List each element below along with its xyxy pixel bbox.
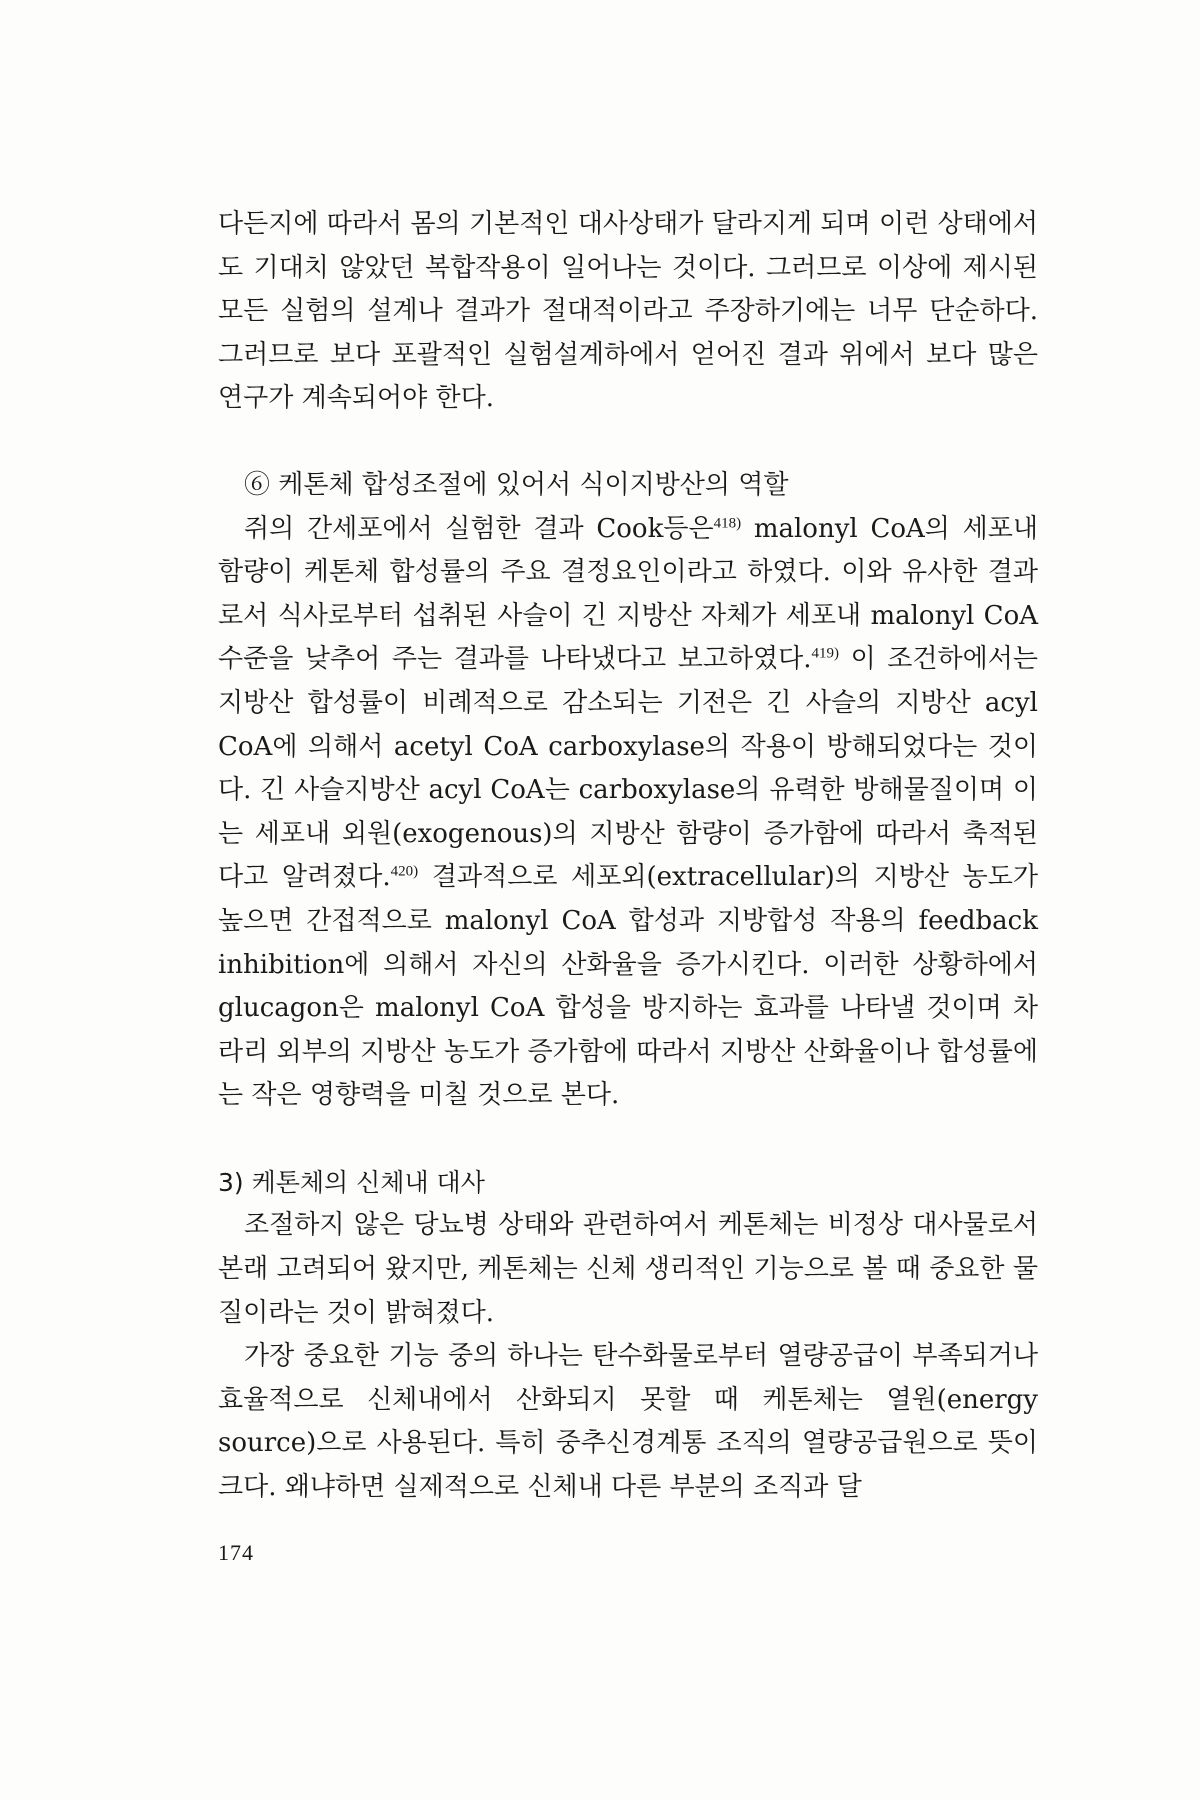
section-6-text-c: 이 조건하에서는 지방산 합성률이 비례적으로 감소되는 기전은 긴 사슬의 지방산 acyl CoA에 의해서 acetyl CoA carboxylase의 작용이 방해되었다는 것이다. 긴 사슬지방산 acyl CoA는 carboxylase의 유력한 방해물질이며 이는 세포내 외원(exogenous)의 지방산 함량이 증가함에 따라서 축적된다고 알려졌다. bbox=[218, 644, 1038, 893]
citation-419: 419) bbox=[811, 645, 840, 662]
section-6-paragraph bbox=[218, 508, 1038, 1118]
section-3-paragraph-2: 가장 중요한 기능 중의 하나는 탄수화물로부터 열량공급이 부족되거나 효율적으로 신체내에서 산화되지 못할 때 케톤체는 열원(energy source)으로 사용된다. 특히 중추신경계통 조직의 열량공급원으로 뜻이 크다. 왜냐하면 실제적으로 신체내 다른 부분의 조직과 달 bbox=[218, 1341, 1038, 1503]
section-gap bbox=[218, 1118, 1038, 1161]
section-heading-6: ⑥ 케톤체 합성조절에 있어서 식이지방산의 역할 bbox=[244, 469, 789, 500]
section-3-paragraph-1: 조절하지 않은 당뇨병 상태와 관련하여서 케톤체는 비정상 대사물로서 본래 고려되어 왔지만, 케톤체는 신체 생리적인 기능으로 볼 때 중요한 물질이라는 것이 밝혀졌다. bbox=[218, 1210, 1038, 1328]
citation-418: 418) bbox=[713, 514, 742, 531]
page-number: 174 bbox=[218, 1540, 254, 1565]
section-heading-3: 3) 케톤체의 신체내 대사 bbox=[218, 1167, 485, 1197]
section-6-text-a: 쥐의 간세포에서 실험한 결과 Cook등은 bbox=[244, 513, 714, 544]
section-6-text-d: 결과적으로 세포외(extracellular)의 지방산 농도가 높으면 간접적으로 malonyl CoA 합성과 지방합성 작용의 feedback inhibition에 의해서 자신의 산화율을 증가시킨다. 이러한 상황하에서 glucagon은 malonyl CoA 합성을 방지하는 효과를 나타낼 것이며 차라리 외부의 지방산 농도가 증가함에 따라서 지방산 산화율이나 합성률에는 작은 영향력을 미칠 것으로 본다. bbox=[218, 862, 1038, 1111]
intro-paragraph: 다든지에 따라서 몸의 기본적인 대사상태가 달라지게 되며 이런 상태에서도 기대치 않았던 복합작용이 일어나는 것이다. 그러므로 이상에 제시된 모든 실험의 설계나 결과가 절대적이라고 주장하기에는 너무 단순하다. 그러므로 보다 포괄적인 실험설계하에서 얻어진 결과 위에서 보다 많은 연구가 계속되어야 한다. bbox=[218, 209, 1038, 414]
body-text bbox=[218, 203, 1038, 1510]
citation-420: 420) bbox=[390, 863, 419, 880]
section-6-text-b: malonyl CoA의 세포내 함량이 케톤체 합성률의 주요 결정요인이라고 하였다. 이와 유사한 결과로서 식사로부터 섭취된 사슬이 긴 지방산 자체가 세포내 malonyl CoA 수준을 낮추어 주는 결과를 나타냈다고 보고하였다. bbox=[218, 513, 1038, 675]
section-gap bbox=[218, 421, 1038, 464]
